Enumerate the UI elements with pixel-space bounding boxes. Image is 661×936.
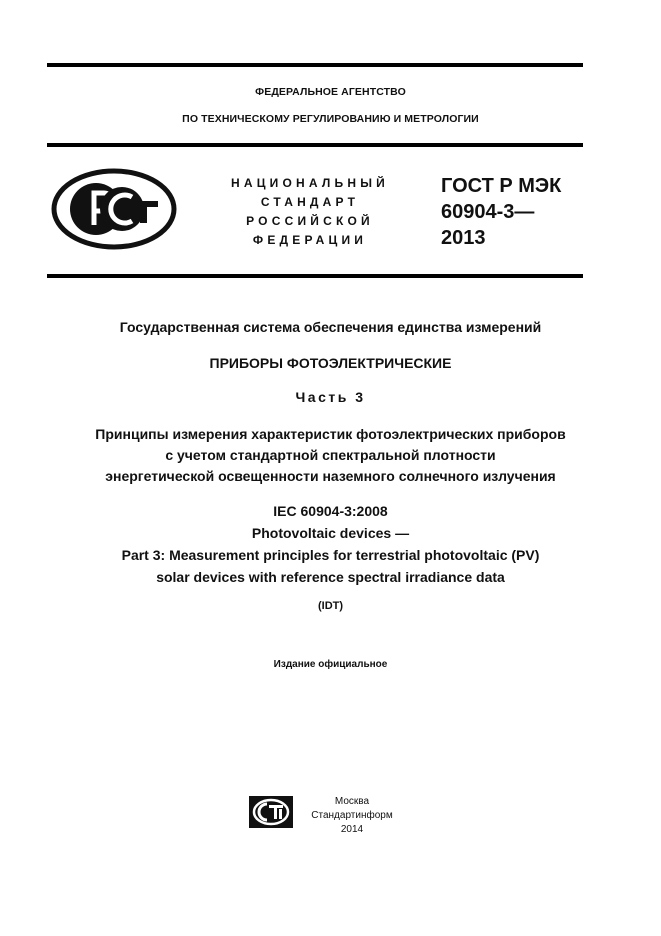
publisher-info	[300, 795, 404, 837]
header-rule	[47, 143, 583, 147]
edition-label: Издание официальное	[273, 659, 388, 670]
international-line: Photovoltaic devices —	[251, 525, 410, 541]
national-line: ФЕДЕРАЦИИ	[252, 233, 368, 247]
part-title: Часть 3	[295, 389, 366, 405]
subtitle-line: Принципы измерения характеристик фотоэлектрических приборов	[95, 426, 566, 442]
international-line: solar devices with reference spectral irradiance data	[156, 569, 505, 585]
designation-line: ГОСТ Р МЭК	[441, 175, 562, 197]
national-line: СТАНДАРТ	[260, 195, 360, 209]
system-title: Государственная система обеспечения единства измерений	[119, 319, 542, 335]
subtitle-line: энергетической освещенности наземного солнечного излучения	[105, 468, 556, 484]
national-line: НАЦИОНАЛЬНЫЙ	[230, 176, 390, 190]
international-line: Part 3: Measurement principles for terrestrial photovoltaic (PV)	[121, 547, 540, 563]
idt-mark: (IDT)	[317, 600, 344, 612]
publisher-name: Стандартинформ	[311, 810, 393, 821]
publisher-city: Москва	[334, 796, 370, 807]
subtitle-line: с учетом стандартной спектральной плотности	[165, 447, 496, 463]
designation-line: 2013	[441, 227, 486, 249]
standard-designation	[441, 173, 561, 251]
agency-line-2: ПО ТЕХНИЧЕСКОМУ РЕГУЛИРОВАНИЮ И МЕТРОЛОГИИ	[182, 113, 479, 125]
agency-line-1: ФЕДЕРАЛЬНОЕ АГЕНТСТВО	[255, 86, 406, 98]
subtitle	[0, 424, 661, 487]
main-title: ПРИБОРЫ ФОТОЭЛЕКТРИЧЕСКИЕ	[209, 355, 452, 371]
international-line: IEC 60904-3:2008	[273, 503, 388, 519]
top-rule	[47, 63, 583, 67]
national-standard-label	[210, 174, 410, 250]
gost-logo-icon	[50, 167, 178, 251]
national-line: РОССИЙСКОЙ	[246, 214, 374, 228]
publisher-year: 2014	[340, 824, 364, 835]
designation-line: 60904-3—	[441, 201, 535, 223]
standartinform-logo-icon	[249, 796, 293, 828]
international-standard	[0, 500, 661, 588]
block-rule	[47, 274, 583, 278]
